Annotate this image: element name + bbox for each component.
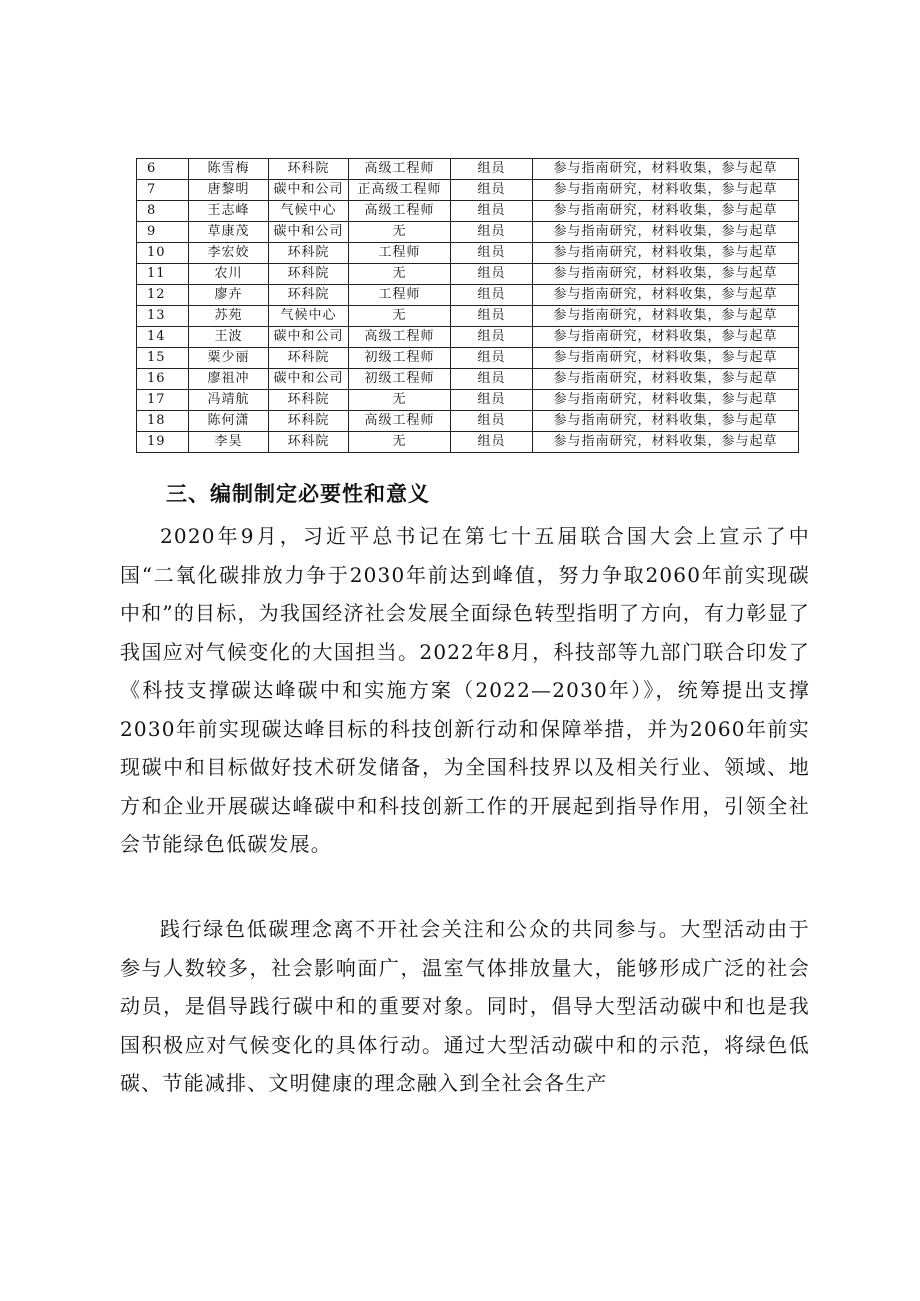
member-title: 工程师 [349, 243, 451, 264]
member-table [136, 158, 799, 453]
member-role: 组员 [451, 348, 533, 369]
member-duty: 参与指南研究，材料收集，参与起草 [533, 411, 799, 432]
member-role: 组员 [451, 243, 533, 264]
row-number: 6 [137, 159, 189, 180]
table-row [137, 411, 799, 432]
member-duty: 参与指南研究，材料收集，参与起草 [533, 432, 799, 453]
member-organization: 气候中心 [269, 306, 349, 327]
member-name: 陈何潇 [189, 411, 269, 432]
table-row [137, 222, 799, 243]
member-duty: 参与指南研究，材料收集，参与起草 [533, 348, 799, 369]
row-number: 15 [137, 348, 189, 369]
member-role: 组员 [451, 390, 533, 411]
body-paragraph-2: 践行绿色低碳理念离不开社会关注和公众的共同参与。大型活动由于参与人数较多，社会影响面广，温室气体排放量大，能够形成广泛的社会动员，是倡导践行碳中和的重要对象。同时，倡导大型活动碳中和也是我国积极应对气候变化的具体行动。通过大型活动碳中和的示范，将绿色低碳、节能减排、文明健康的理念融入到全社会各生产 [120, 917, 810, 1095]
member-organization: 碳中和公司 [269, 369, 349, 390]
row-number: 16 [137, 369, 189, 390]
member-name: 王波 [189, 327, 269, 348]
member-name: 唐黎明 [189, 180, 269, 201]
member-title: 无 [349, 222, 451, 243]
member-role: 组员 [451, 432, 533, 453]
member-role: 组员 [451, 285, 533, 306]
table-row [137, 285, 799, 306]
member-name: 廖祖冲 [189, 369, 269, 390]
member-title: 高级工程师 [349, 327, 451, 348]
member-organization: 环科院 [269, 159, 349, 180]
member-organization: 环科院 [269, 432, 349, 453]
table-row [137, 348, 799, 369]
member-organization: 环科院 [269, 411, 349, 432]
member-name: 冯靖航 [189, 390, 269, 411]
member-name: 廖卉 [189, 285, 269, 306]
member-role: 组员 [451, 159, 533, 180]
member-duty: 参与指南研究，材料收集，参与起草 [533, 159, 799, 180]
body-paragraph-1: 2020年9月，习近平总书记在第七十五届联合国大会上宣示了中国“二氧化碳排放力争于2030年前达到峰值，努力争取2060年前实现碳中和”的目标，为我国经济社会发展全面绿色转型指明了方向，有力彰显了我国应对气候变化的大国担当。2022年8月，科技部等九部门联合印发了《科技支撑碳达峰碳中和实施方案（2022—2030年）》，统筹提出支撑2030年前实现碳达峰目标的科技创新行动和保障举措，并为2060年前实现碳中和目标做好技术研发储备，为全国科技界以及相关行业、领域、地方和企业开展碳达峰碳中和科技创新工作的开展起到指导作用，引领全社会节能绿色低碳发展。 [120, 524, 810, 856]
row-number: 10 [137, 243, 189, 264]
member-title: 高级工程师 [349, 201, 451, 222]
member-name: 农川 [189, 264, 269, 285]
member-table-body [137, 159, 799, 453]
table-row [137, 159, 799, 180]
member-role: 组员 [451, 201, 533, 222]
table-row [137, 264, 799, 285]
member-duty: 参与指南研究，材料收集，参与起草 [533, 369, 799, 390]
member-duty: 参与指南研究，材料收集，参与起草 [533, 306, 799, 327]
row-number: 17 [137, 390, 189, 411]
member-duty: 参与指南研究，材料收集，参与起草 [533, 201, 799, 222]
member-organization: 环科院 [269, 264, 349, 285]
member-title: 高级工程师 [349, 411, 451, 432]
member-organization: 碳中和公司 [269, 222, 349, 243]
member-duty: 参与指南研究，材料收集，参与起草 [533, 264, 799, 285]
member-name: 草康茂 [189, 222, 269, 243]
member-duty: 参与指南研究，材料收集，参与起草 [533, 285, 799, 306]
member-duty: 参与指南研究，材料收集，参与起草 [533, 390, 799, 411]
member-name: 李宏姣 [189, 243, 269, 264]
member-name: 陈雪梅 [189, 159, 269, 180]
table-row [137, 306, 799, 327]
member-title: 初级工程师 [349, 348, 451, 369]
member-organization: 环科院 [269, 390, 349, 411]
member-organization: 气候中心 [269, 201, 349, 222]
table-row [137, 432, 799, 453]
table-row [137, 180, 799, 201]
table-row [137, 390, 799, 411]
row-number: 12 [137, 285, 189, 306]
row-number: 19 [137, 432, 189, 453]
member-title: 正高级工程师 [349, 180, 451, 201]
member-title: 无 [349, 264, 451, 285]
row-number: 7 [137, 180, 189, 201]
table-row [137, 369, 799, 390]
row-number: 8 [137, 201, 189, 222]
member-title: 无 [349, 390, 451, 411]
member-organization: 环科院 [269, 243, 349, 264]
member-role: 组员 [451, 327, 533, 348]
member-role: 组员 [451, 264, 533, 285]
member-name: 粟少丽 [189, 348, 269, 369]
member-title: 高级工程师 [349, 159, 451, 180]
section-heading: 三、编制制定必要性和意义 [166, 482, 430, 506]
member-role: 组员 [451, 180, 533, 201]
member-duty: 参与指南研究，材料收集，参与起草 [533, 243, 799, 264]
member-duty: 参与指南研究，材料收集，参与起草 [533, 327, 799, 348]
member-role: 组员 [451, 222, 533, 243]
member-organization: 环科院 [269, 285, 349, 306]
member-role: 组员 [451, 369, 533, 390]
member-role: 组员 [451, 411, 533, 432]
row-number: 13 [137, 306, 189, 327]
row-number: 9 [137, 222, 189, 243]
member-name: 苏苑 [189, 306, 269, 327]
member-title: 初级工程师 [349, 369, 451, 390]
table-row [137, 327, 799, 348]
member-title: 无 [349, 306, 451, 327]
member-name: 李昊 [189, 432, 269, 453]
member-organization: 碳中和公司 [269, 180, 349, 201]
member-duty: 参与指南研究，材料收集，参与起草 [533, 222, 799, 243]
member-name: 王志峰 [189, 201, 269, 222]
table-row [137, 243, 799, 264]
row-number: 11 [137, 264, 189, 285]
row-number: 14 [137, 327, 189, 348]
member-duty: 参与指南研究，材料收集，参与起草 [533, 180, 799, 201]
row-number: 18 [137, 411, 189, 432]
member-organization: 环科院 [269, 348, 349, 369]
member-organization: 碳中和公司 [269, 327, 349, 348]
member-title: 工程师 [349, 285, 451, 306]
table-row [137, 201, 799, 222]
member-title: 无 [349, 432, 451, 453]
member-role: 组员 [451, 306, 533, 327]
